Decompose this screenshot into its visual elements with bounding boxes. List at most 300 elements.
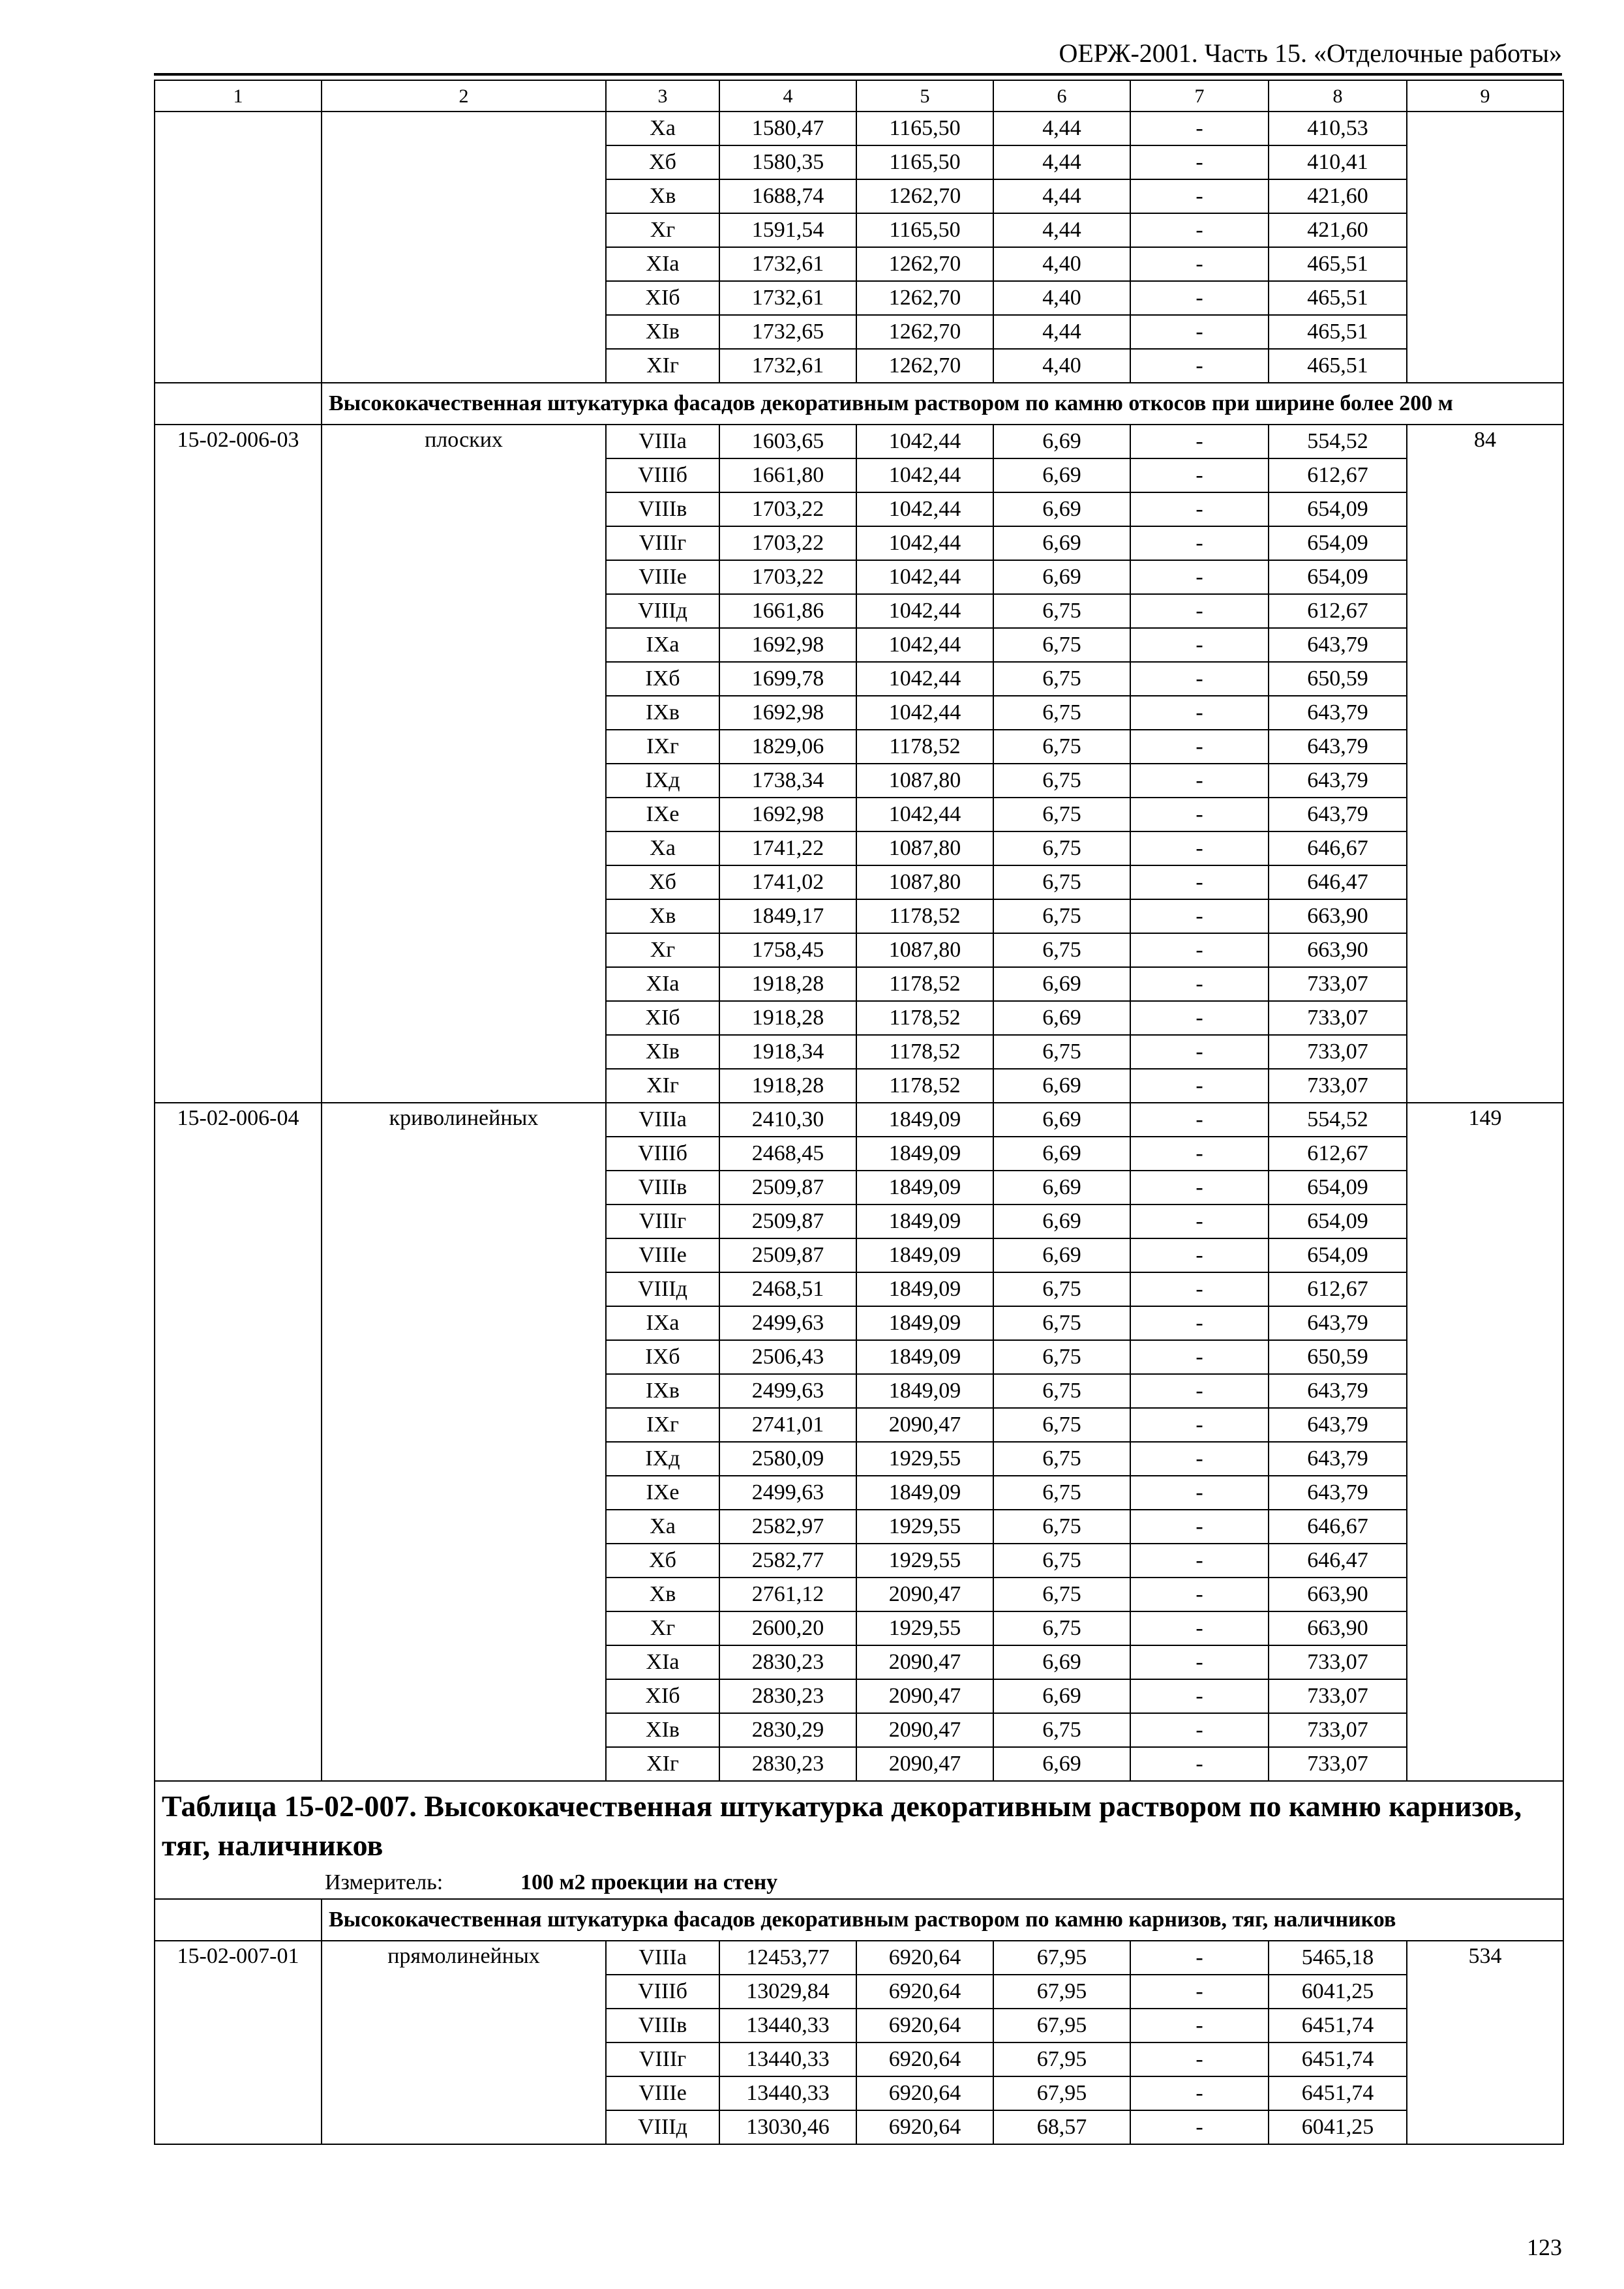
machine-cost-cell: 6,75: [993, 899, 1130, 933]
resource-group-cell: VIIIд: [606, 2110, 719, 2144]
wage-cost-cell: 6920,64: [856, 1941, 993, 1975]
machine-cost-cell: 6,75: [993, 1713, 1130, 1747]
resource-group-cell: VIIIв: [606, 492, 719, 526]
wage-cost-cell: 1042,44: [856, 526, 993, 560]
material-cost-cell: 663,90: [1269, 899, 1407, 933]
wage-cost-cell: 2090,47: [856, 1645, 993, 1679]
resource-group-cell: VIIIа: [606, 1941, 719, 1975]
wage-cost-cell: 1042,44: [856, 696, 993, 730]
machinist-wage-cell: -: [1130, 560, 1269, 594]
wage-cost-cell: 1042,44: [856, 458, 993, 492]
machine-cost-cell: 6,75: [993, 764, 1130, 798]
material-cost-cell: 650,59: [1269, 1340, 1407, 1374]
machine-cost-cell: 6,69: [993, 458, 1130, 492]
wage-cost-cell: 1929,55: [856, 1611, 993, 1645]
machine-cost-cell: 6,75: [993, 798, 1130, 831]
direct-cost-cell: 1688,74: [719, 179, 856, 213]
table-title-row: [155, 1781, 1563, 1899]
wage-cost-cell: 1849,09: [856, 1272, 993, 1306]
material-cost-cell: 410,41: [1269, 145, 1407, 179]
machine-cost-cell: 6,69: [993, 1103, 1130, 1137]
work-name: криволинейных: [322, 1103, 606, 1781]
direct-cost-cell: 1918,34: [719, 1035, 856, 1069]
direct-cost-cell: 1918,28: [719, 1069, 856, 1103]
machine-cost-cell: 6,69: [993, 967, 1130, 1001]
direct-cost-cell: 1603,65: [719, 425, 856, 458]
machine-cost-cell: 4,40: [993, 281, 1130, 315]
wage-cost-cell: 1849,09: [856, 1306, 993, 1340]
wage-cost-cell: 1087,80: [856, 764, 993, 798]
wage-cost-cell: 1849,09: [856, 1171, 993, 1204]
resource-group-cell: XIв: [606, 1035, 719, 1069]
table-body: [155, 80, 1563, 2144]
direct-cost-cell: 13440,33: [719, 2042, 856, 2076]
material-cost-cell: 733,07: [1269, 1069, 1407, 1103]
direct-cost-cell: 1703,22: [719, 560, 856, 594]
direct-cost-cell: 1580,47: [719, 112, 856, 145]
material-cost-cell: 646,67: [1269, 1510, 1407, 1544]
column-number: 8: [1269, 80, 1407, 112]
resource-group-cell: Xб: [606, 145, 719, 179]
machine-cost-cell: 6,75: [993, 1510, 1130, 1544]
machine-cost-cell: 6,69: [993, 1238, 1130, 1272]
resource-group-cell: Xг: [606, 213, 719, 247]
machine-cost-cell: 6,69: [993, 1679, 1130, 1713]
machine-cost-cell: 6,75: [993, 662, 1130, 696]
wage-cost-cell: 1087,80: [856, 831, 993, 865]
material-cost-cell: 643,79: [1269, 764, 1407, 798]
machinist-wage-cell: -: [1130, 1476, 1269, 1510]
material-cost-cell: 654,09: [1269, 1204, 1407, 1238]
machinist-wage-cell: -: [1130, 492, 1269, 526]
material-cost-cell: 410,53: [1269, 112, 1407, 145]
wage-cost-cell: 1042,44: [856, 798, 993, 831]
resource-group-cell: IXе: [606, 798, 719, 831]
material-cost-cell: 6451,74: [1269, 2042, 1407, 2076]
measure-value: 100 м2 проекции на стену: [520, 1870, 778, 1894]
machine-cost-cell: 4,44: [993, 112, 1130, 145]
material-cost-cell: 643,79: [1269, 1374, 1407, 1408]
direct-cost-cell: 2580,09: [719, 1442, 856, 1476]
resource-group-cell: XIв: [606, 315, 719, 349]
wage-cost-cell: 1849,09: [856, 1204, 993, 1238]
material-cost-cell: 6041,25: [1269, 1975, 1407, 2009]
machine-cost-cell: 6,75: [993, 594, 1130, 628]
machinist-wage-cell: -: [1130, 1171, 1269, 1204]
table-row: [155, 425, 1563, 458]
machinist-wage-cell: -: [1130, 315, 1269, 349]
direct-cost-cell: 13440,33: [719, 2009, 856, 2042]
material-cost-cell: 554,52: [1269, 1103, 1407, 1137]
direct-cost-cell: 1918,28: [719, 1001, 856, 1035]
machinist-wage-cell: -: [1130, 662, 1269, 696]
wage-cost-cell: 2090,47: [856, 1679, 993, 1713]
wage-cost-cell: 1178,52: [856, 967, 993, 1001]
page-number: 123: [1527, 2234, 1562, 2260]
direct-cost-cell: 1732,61: [719, 247, 856, 281]
machine-cost-cell: 6,75: [993, 1476, 1130, 1510]
wage-cost-cell: 1929,55: [856, 1510, 993, 1544]
section-title: Высококачественная штукатурка фасадов декоративным раствором по камню откосов при ширине более 200 м: [322, 383, 1563, 425]
direct-cost-cell: 1692,98: [719, 628, 856, 662]
labor-cost-cell: 149: [1407, 1103, 1563, 1781]
resource-group-cell: Xб: [606, 1544, 719, 1578]
direct-cost-cell: 1703,22: [719, 526, 856, 560]
material-cost-cell: 643,79: [1269, 1442, 1407, 1476]
wage-cost-cell: 6920,64: [856, 2076, 993, 2110]
resource-group-cell: IXе: [606, 1476, 719, 1510]
material-cost-cell: 643,79: [1269, 696, 1407, 730]
wage-cost-cell: 1262,70: [856, 281, 993, 315]
direct-cost-cell: 2509,87: [719, 1204, 856, 1238]
machine-cost-cell: 6,75: [993, 730, 1130, 764]
column-number: 7: [1130, 80, 1269, 112]
labor-cost-cell: 84: [1407, 425, 1563, 1103]
wage-cost-cell: 1262,70: [856, 349, 993, 383]
direct-cost-cell: 2600,20: [719, 1611, 856, 1645]
column-number: 2: [322, 80, 606, 112]
material-cost-cell: 643,79: [1269, 1476, 1407, 1510]
direct-cost-cell: 2509,87: [719, 1238, 856, 1272]
wage-cost-cell: 6920,64: [856, 2110, 993, 2144]
wage-cost-cell: 1178,52: [856, 899, 993, 933]
column-number: 4: [719, 80, 856, 112]
machinist-wage-cell: -: [1130, 1941, 1269, 1975]
resource-group-cell: XIб: [606, 1001, 719, 1035]
direct-cost-cell: 1580,35: [719, 145, 856, 179]
resource-group-cell: VIIIе: [606, 2076, 719, 2110]
machinist-wage-cell: -: [1130, 1645, 1269, 1679]
material-cost-cell: 6041,25: [1269, 2110, 1407, 2144]
machine-cost-cell: 4,44: [993, 213, 1130, 247]
resource-group-cell: Xг: [606, 1611, 719, 1645]
resource-group-cell: XIг: [606, 349, 719, 383]
machinist-wage-cell: -: [1130, 899, 1269, 933]
machinist-wage-cell: -: [1130, 1510, 1269, 1544]
wage-cost-cell: 1849,09: [856, 1374, 993, 1408]
wage-cost-cell: 2090,47: [856, 1408, 993, 1442]
direct-cost-cell: 2506,43: [719, 1340, 856, 1374]
machinist-wage-cell: -: [1130, 628, 1269, 662]
machine-cost-cell: 6,69: [993, 492, 1130, 526]
wage-cost-cell: 1042,44: [856, 594, 993, 628]
machinist-wage-cell: -: [1130, 425, 1269, 458]
material-cost-cell: 6451,74: [1269, 2009, 1407, 2042]
machinist-wage-cell: -: [1130, 2009, 1269, 2042]
machine-cost-cell: 6,75: [993, 1306, 1130, 1340]
machinist-wage-cell: -: [1130, 1747, 1269, 1781]
resource-group-cell: XIб: [606, 1679, 719, 1713]
table-row: [155, 112, 1563, 145]
resource-group-cell: XIа: [606, 247, 719, 281]
material-cost-cell: 643,79: [1269, 1306, 1407, 1340]
resource-group-cell: XIа: [606, 1645, 719, 1679]
wage-cost-cell: 1087,80: [856, 933, 993, 967]
material-cost-cell: 646,47: [1269, 865, 1407, 899]
material-cost-cell: 554,52: [1269, 425, 1407, 458]
resource-group-cell: VIIIг: [606, 2042, 719, 2076]
machinist-wage-cell: -: [1130, 594, 1269, 628]
direct-cost-cell: 2499,63: [719, 1306, 856, 1340]
material-cost-cell: 646,67: [1269, 831, 1407, 865]
material-cost-cell: 733,07: [1269, 1035, 1407, 1069]
resource-group-cell: IXб: [606, 662, 719, 696]
machinist-wage-cell: -: [1130, 281, 1269, 315]
material-cost-cell: 6451,74: [1269, 2076, 1407, 2110]
wage-cost-cell: 1042,44: [856, 560, 993, 594]
material-cost-cell: 421,60: [1269, 179, 1407, 213]
resource-group-cell: VIIIд: [606, 1272, 719, 1306]
material-cost-cell: 733,07: [1269, 967, 1407, 1001]
work-name: плоских: [322, 425, 606, 1103]
resource-group-cell: Xа: [606, 1510, 719, 1544]
direct-cost-cell: 1741,02: [719, 865, 856, 899]
machine-cost-cell: 6,69: [993, 1001, 1130, 1035]
table-title: Таблица 15-02-007. Высококачественная штукатурка декоративным раствором по камню карнизов, тяг, наличников: [162, 1789, 1522, 1862]
machinist-wage-cell: -: [1130, 247, 1269, 281]
machinist-wage-cell: -: [1130, 1578, 1269, 1611]
machine-cost-cell: 67,95: [993, 2076, 1130, 2110]
material-cost-cell: 733,07: [1269, 1001, 1407, 1035]
direct-cost-cell: 1703,22: [719, 492, 856, 526]
direct-cost-cell: 1918,28: [719, 967, 856, 1001]
material-cost-cell: 663,90: [1269, 1611, 1407, 1645]
machinist-wage-cell: -: [1130, 1408, 1269, 1442]
machine-cost-cell: 6,75: [993, 1544, 1130, 1578]
wage-cost-cell: 1262,70: [856, 247, 993, 281]
resource-group-cell: XIв: [606, 1713, 719, 1747]
direct-cost-cell: 1738,34: [719, 764, 856, 798]
material-cost-cell: 654,09: [1269, 1171, 1407, 1204]
direct-cost-cell: 2499,63: [719, 1374, 856, 1408]
direct-cost-cell: 1732,65: [719, 315, 856, 349]
machinist-wage-cell: -: [1130, 696, 1269, 730]
resource-group-cell: XIб: [606, 281, 719, 315]
material-cost-cell: 643,79: [1269, 628, 1407, 662]
direct-cost-cell: 1732,61: [719, 349, 856, 383]
section-spacer-cell: [155, 1899, 322, 1941]
machine-cost-cell: 67,95: [993, 1975, 1130, 2009]
resource-group-cell: VIIIб: [606, 458, 719, 492]
direct-cost-cell: 2830,29: [719, 1713, 856, 1747]
rate-code: 15-02-006-03: [155, 425, 322, 1103]
resource-group-cell: VIIIа: [606, 1103, 719, 1137]
machine-cost-cell: 6,75: [993, 696, 1130, 730]
material-cost-cell: 650,59: [1269, 662, 1407, 696]
material-cost-cell: 733,07: [1269, 1679, 1407, 1713]
column-number: 9: [1407, 80, 1563, 112]
machinist-wage-cell: -: [1130, 1035, 1269, 1069]
wage-cost-cell: 6920,64: [856, 2042, 993, 2076]
direct-cost-cell: 2582,77: [719, 1544, 856, 1578]
direct-cost-cell: 2410,30: [719, 1103, 856, 1137]
machine-cost-cell: 6,75: [993, 1408, 1130, 1442]
machine-cost-cell: 68,57: [993, 2110, 1130, 2144]
material-cost-cell: 733,07: [1269, 1713, 1407, 1747]
direct-cost-cell: 2499,63: [719, 1476, 856, 1510]
wage-cost-cell: 1178,52: [856, 1035, 993, 1069]
material-cost-cell: 612,67: [1269, 1272, 1407, 1306]
machinist-wage-cell: -: [1130, 213, 1269, 247]
resource-group-cell: IXб: [606, 1340, 719, 1374]
machine-cost-cell: 6,69: [993, 1137, 1130, 1171]
direct-cost-cell: 1758,45: [719, 933, 856, 967]
material-cost-cell: 643,79: [1269, 798, 1407, 831]
machine-cost-cell: 6,75: [993, 933, 1130, 967]
direct-cost-cell: 1829,06: [719, 730, 856, 764]
machine-cost-cell: 6,75: [993, 1611, 1130, 1645]
measure-label: Измеритель:: [325, 1870, 444, 1894]
direct-cost-cell: 2761,12: [719, 1578, 856, 1611]
table-row: [155, 1103, 1563, 1137]
material-cost-cell: 421,60: [1269, 213, 1407, 247]
work-name: [322, 112, 606, 383]
direct-cost-cell: 1849,17: [719, 899, 856, 933]
material-cost-cell: 654,09: [1269, 492, 1407, 526]
work-name: прямолинейных: [322, 1941, 606, 2144]
section-title: Высококачественная штукатурка фасадов декоративным раствором по камню карнизов, тяг, наличников: [322, 1899, 1563, 1941]
machinist-wage-cell: -: [1130, 2076, 1269, 2110]
resource-group-cell: IXв: [606, 1374, 719, 1408]
machine-cost-cell: 6,75: [993, 1578, 1130, 1611]
material-cost-cell: 612,67: [1269, 458, 1407, 492]
direct-cost-cell: 13030,46: [719, 2110, 856, 2144]
machine-cost-cell: 6,75: [993, 831, 1130, 865]
wage-cost-cell: 1849,09: [856, 1137, 993, 1171]
machinist-wage-cell: -: [1130, 764, 1269, 798]
material-cost-cell: 465,51: [1269, 315, 1407, 349]
machine-cost-cell: 6,69: [993, 526, 1130, 560]
direct-cost-cell: 1732,61: [719, 281, 856, 315]
wage-cost-cell: 2090,47: [856, 1578, 993, 1611]
measure-line: [162, 1870, 1556, 1894]
machinist-wage-cell: -: [1130, 1544, 1269, 1578]
direct-cost-cell: 2468,51: [719, 1272, 856, 1306]
wage-cost-cell: 1929,55: [856, 1544, 993, 1578]
labor-cost-cell: 534: [1407, 1941, 1563, 2144]
machinist-wage-cell: -: [1130, 1204, 1269, 1238]
direct-cost-cell: 2830,23: [719, 1645, 856, 1679]
machine-cost-cell: 67,95: [993, 2009, 1130, 2042]
wage-cost-cell: 1042,44: [856, 425, 993, 458]
wage-cost-cell: 1178,52: [856, 730, 993, 764]
machinist-wage-cell: -: [1130, 730, 1269, 764]
machinist-wage-cell: -: [1130, 1103, 1269, 1137]
resource-group-cell: Xв: [606, 899, 719, 933]
machinist-wage-cell: -: [1130, 1340, 1269, 1374]
direct-cost-cell: 2741,01: [719, 1408, 856, 1442]
machinist-wage-cell: -: [1130, 831, 1269, 865]
running-header: ОЕРЖ-2001. Часть 15. «Отделочные работы»: [1059, 38, 1562, 68]
direct-cost-cell: 2582,97: [719, 1510, 856, 1544]
resource-group-cell: VIIIв: [606, 2009, 719, 2042]
machinist-wage-cell: -: [1130, 145, 1269, 179]
direct-cost-cell: 1591,54: [719, 213, 856, 247]
machinist-wage-cell: -: [1130, 2042, 1269, 2076]
machine-cost-cell: 6,69: [993, 425, 1130, 458]
section-title-row: [155, 383, 1563, 425]
resource-group-cell: IXа: [606, 1306, 719, 1340]
wage-cost-cell: 1929,55: [856, 1442, 993, 1476]
machine-cost-cell: 6,69: [993, 1645, 1130, 1679]
material-cost-cell: 663,90: [1269, 1578, 1407, 1611]
machine-cost-cell: 67,95: [993, 2042, 1130, 2076]
labor-cost-cell: [1407, 112, 1563, 383]
machinist-wage-cell: -: [1130, 1306, 1269, 1340]
resource-group-cell: Xб: [606, 865, 719, 899]
machine-cost-cell: 6,69: [993, 560, 1130, 594]
wage-cost-cell: 1178,52: [856, 1069, 993, 1103]
machine-cost-cell: 6,69: [993, 1747, 1130, 1781]
machinist-wage-cell: -: [1130, 112, 1269, 145]
resource-group-cell: Xв: [606, 179, 719, 213]
rate-code: 15-02-006-04: [155, 1103, 322, 1781]
machinist-wage-cell: -: [1130, 1611, 1269, 1645]
machinist-wage-cell: -: [1130, 1975, 1269, 2009]
resource-group-cell: Xа: [606, 831, 719, 865]
material-cost-cell: 733,07: [1269, 1747, 1407, 1781]
material-cost-cell: 663,90: [1269, 933, 1407, 967]
machinist-wage-cell: -: [1130, 933, 1269, 967]
resource-group-cell: Xа: [606, 112, 719, 145]
machinist-wage-cell: -: [1130, 349, 1269, 383]
resource-group-cell: Xг: [606, 933, 719, 967]
resource-group-cell: VIIIг: [606, 526, 719, 560]
resource-group-cell: VIIIд: [606, 594, 719, 628]
machinist-wage-cell: -: [1130, 1069, 1269, 1103]
machinist-wage-cell: -: [1130, 1137, 1269, 1171]
resource-group-cell: IXв: [606, 696, 719, 730]
price-table: [154, 80, 1564, 2145]
machinist-wage-cell: -: [1130, 1374, 1269, 1408]
wage-cost-cell: 1165,50: [856, 112, 993, 145]
machinist-wage-cell: -: [1130, 179, 1269, 213]
column-number: 3: [606, 80, 719, 112]
direct-cost-cell: 2830,23: [719, 1679, 856, 1713]
direct-cost-cell: 1661,86: [719, 594, 856, 628]
resource-group-cell: IXд: [606, 764, 719, 798]
machinist-wage-cell: -: [1130, 1272, 1269, 1306]
direct-cost-cell: 2830,23: [719, 1747, 856, 1781]
direct-cost-cell: 1741,22: [719, 831, 856, 865]
resource-group-cell: IXа: [606, 628, 719, 662]
material-cost-cell: 465,51: [1269, 349, 1407, 383]
resource-group-cell: IXг: [606, 730, 719, 764]
machine-cost-cell: 6,75: [993, 865, 1130, 899]
machine-cost-cell: 6,75: [993, 1442, 1130, 1476]
resource-group-cell: Xв: [606, 1578, 719, 1611]
wage-cost-cell: 1042,44: [856, 662, 993, 696]
machinist-wage-cell: -: [1130, 967, 1269, 1001]
machine-cost-cell: 6,75: [993, 1374, 1130, 1408]
direct-cost-cell: 2468,45: [719, 1137, 856, 1171]
machinist-wage-cell: -: [1130, 458, 1269, 492]
wage-cost-cell: 2090,47: [856, 1747, 993, 1781]
resource-group-cell: VIIIб: [606, 1975, 719, 2009]
section-spacer-cell: [155, 383, 322, 425]
material-cost-cell: 733,07: [1269, 1645, 1407, 1679]
resource-group-cell: IXд: [606, 1442, 719, 1476]
direct-cost-cell: 1661,80: [719, 458, 856, 492]
table-title-cell: [155, 1781, 1563, 1899]
resource-group-cell: VIIIг: [606, 1204, 719, 1238]
material-cost-cell: 465,51: [1269, 281, 1407, 315]
machinist-wage-cell: -: [1130, 1238, 1269, 1272]
wage-cost-cell: 1042,44: [856, 492, 993, 526]
machine-cost-cell: 67,95: [993, 1941, 1130, 1975]
machine-cost-cell: 6,69: [993, 1171, 1130, 1204]
material-cost-cell: 643,79: [1269, 1408, 1407, 1442]
